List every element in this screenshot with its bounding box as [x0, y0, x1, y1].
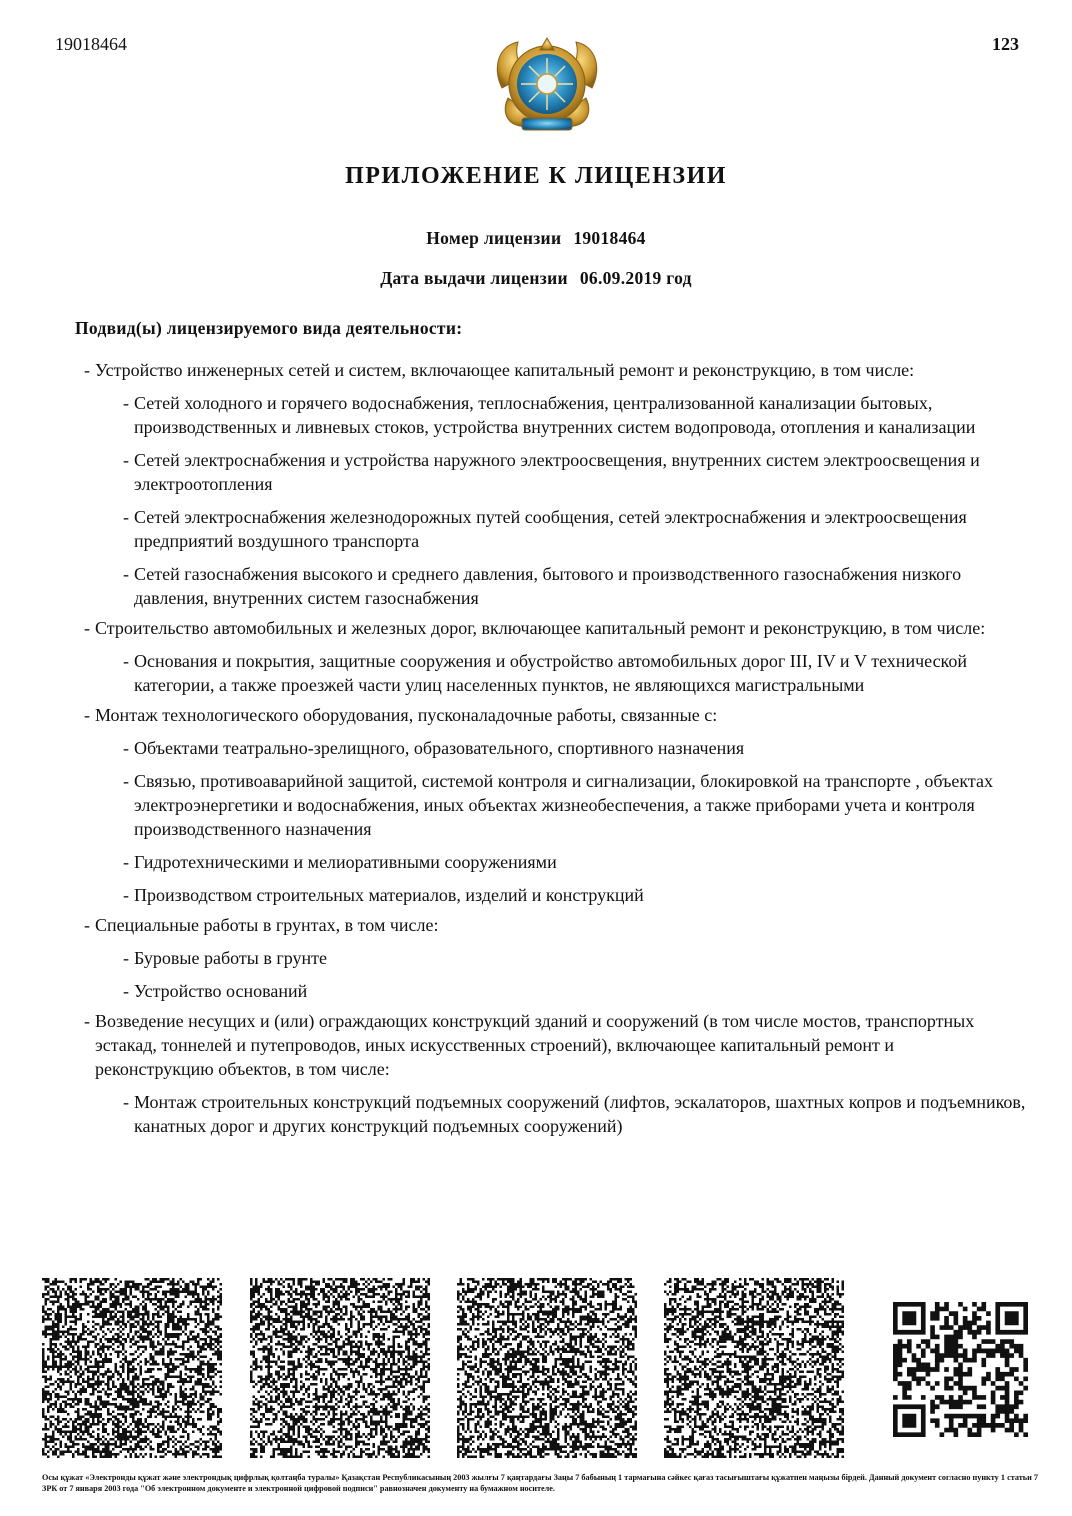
document-title: ПРИЛОЖЕНИЕ К ЛИЦЕНЗИИ [345, 163, 727, 189]
subactivity-text: Буровые работы в грунте [134, 948, 327, 968]
subactivity-item: - Устройство оснований [123, 981, 308, 1001]
activity-text: Монтаж технологического оборудования, пусконаладочные работы, связанные с: [95, 705, 718, 725]
datamatrix-code-icon [250, 1278, 430, 1460]
subactivity-text: Объектами театрально-зрелищного, образовательного, спортивного назначения [134, 738, 745, 758]
state-emblem-icon [488, 28, 606, 140]
activity-text: Возведение несущих и (или) ограждающих конструкций зданий и сооружений (в том числе мостов, транспортных эстакад, тоннелей и путепроводов, иных искусственных строений), включающее капитальный ремонт и реконструкцию объектов, в том числе: [95, 1011, 975, 1079]
subactivity-item: - Монтаж строительных конструкций подъемных сооружений (лифтов, эскалаторов, шахтных копров и подъемников, канатных дорог и других конструкций подъемных сооружений) [123, 1092, 1026, 1136]
subactivity-text: Устройство оснований [134, 981, 308, 1001]
license-number-value: 19018464 [573, 228, 646, 248]
subactivity-item: - Сетей электроснабжения и устройства наружного электроосвещения, внутренних систем электроосвещения и электроотопления [123, 450, 980, 494]
subactivity-item: - Объектами театрально-зрелищного, образовательного, спортивного назначения [123, 738, 745, 758]
section-heading: Подвид(ы) лицензируемого вида деятельности: [75, 318, 463, 338]
subactivity-text: Связью, противоаварийной защитой, системой контроля и сигнализации, блокировкой на транспорте , объектах электроэнергетики и водоснабжения, иных объектах жизнеобеспечения, а также приборами учета и контроля производственного назначения [134, 771, 993, 839]
activity-list [0, 358, 1072, 1138]
subactivity-item: - Сетей электроснабжения железнодорожных путей сообщения, сетей электроснабжения и электроосвещения предприятий воздушного транспорта [123, 507, 967, 551]
activity-text: Специальные работы в грунтах, в том числе: [95, 915, 439, 935]
subactivity-item: - Буровые работы в грунте [123, 948, 327, 968]
subactivity-text: Монтаж строительных конструкций подъемных сооружений (лифтов, эскалаторов, шахтных копров и подъемников, канатных дорог и других конструкций подъемных сооружений) [134, 1092, 1026, 1136]
license-number-line [0, 228, 1072, 249]
subactivity-item: - Основания и покрытия, защитные сооружения и обустройство автомобильных дорог III, IV и V технической категории, а также проезжей части улиц населенных пунктов, не являющихся магистральными [123, 651, 968, 695]
subactivity-text: Гидротехническими и мелиоративными сооружениями [134, 852, 557, 872]
activity-text: Строительство автомобильных и железных дорог, включающее капитальный ремонт и реконструкцию, в том числе: [95, 618, 986, 638]
datamatrix-code-icon [457, 1278, 637, 1460]
subactivity-text: Производством строительных материалов, изделий и конструкций [134, 885, 644, 905]
subactivity-item: - Сетей газоснабжения высокого и среднего давления, бытового и производственного газоснабжения низкого давления, внутренних систем газоснабжения [123, 564, 962, 608]
subactivity-text: Сетей газоснабжения высокого и среднего давления, бытового и производственного газоснабжения низкого давления, внутренних систем газоснабжения [134, 564, 962, 608]
subactivity-text: Основания и покрытия, защитные сооружения и обустройство автомобильных дорог III, IV и V технической категории, а также проезжей части улиц населенных пунктов, не являющихся магистральными [134, 651, 968, 695]
subactivity-item: - Производством строительных материалов, изделий и конструкций [123, 885, 644, 905]
page-number: 123 [992, 34, 1019, 54]
subactivity-text: Сетей электроснабжения и устройства наружного электроосвещения, внутренних систем электроосвещения и электроотопления [134, 450, 980, 494]
subactivity-text: Сетей электроснабжения железнодорожных путей сообщения, сетей электроснабжения и электроосвещения предприятий воздушного транспорта [134, 507, 967, 551]
activity-item: - Устройство инженерных сетей и систем, включающее капитальный ремонт и реконструкцию, в том числе: [84, 360, 915, 380]
document-id: 19018464 [55, 34, 127, 54]
subactivity-item: - Связью, противоаварийной защитой, системой контроля и сигнализации, блокировкой на транспорте , объектах электроэнергетики и водоснабжения, иных объектах жизнеобеспечения, а также приборами учета и контроля производственного назначения [123, 771, 993, 839]
datamatrix-code-icon [664, 1278, 844, 1460]
subactivity-item: - Гидротехническими и мелиоративными сооружениями [123, 852, 557, 872]
activity-item: - Возведение несущих и (или) ограждающих конструкций зданий и сооружений (в том числе мостов, транспортных эстакад, тоннелей и путепроводов, иных искусственных строений), включающее капитальный ремонт и реконструкцию объектов, в том числе: [84, 1011, 975, 1079]
activity-item: - Монтаж технологического оборудования, пусконаладочные работы, связанные с: [84, 705, 718, 725]
license-date-value: 06.09.2019 год [579, 268, 692, 288]
legal-footer: Осы құжат «Электронды құжат және электрондық цифрлық қолтаңба туралы» Қазақстан Республикасының 2003 жылғы 7 қаңтардағы Заңы 7 бабының 1 тармағына сәйкес қағаз тасығыштағы құжатпен маңызы бірдей. Данный документ согласно пункту 1 статьи 7 ЗРК от 7 января 2003 года "Об электронном документе и электронной цифровой подписи" равнозначен документу на бумажном носителе. [42, 1473, 1038, 1493]
license-date-line [0, 268, 1072, 289]
activity-text: Устройство инженерных сетей и систем, включающее капитальный ремонт и реконструкцию, в том числе: [95, 360, 915, 380]
signature-codes [0, 1278, 1072, 1463]
activity-item: - Строительство автомобильных и железных дорог, включающее капитальный ремонт и реконструкцию, в том числе: [84, 618, 986, 638]
subactivity-item: - Сетей холодного и горячего водоснабжения, теплоснабжения, централизованной канализации бытовых, производственных и ливневых стоков, устройства внутренних систем водопровода, отопления и канализации [123, 393, 976, 437]
activity-item: - Специальные работы в грунтах, в том числе: [84, 915, 439, 935]
license-date-label: Дата выдачи лицензии [380, 268, 568, 288]
datamatrix-code-icon [42, 1278, 222, 1460]
qr-code-icon [893, 1302, 1028, 1437]
license-number-label: Номер лицензии [426, 228, 562, 248]
subactivity-text: Сетей холодного и горячего водоснабжения, теплоснабжения, централизованной канализации бытовых, производственных и ливневых стоков, устройства внутренних систем водопровода, отопления и канализации [134, 393, 976, 437]
